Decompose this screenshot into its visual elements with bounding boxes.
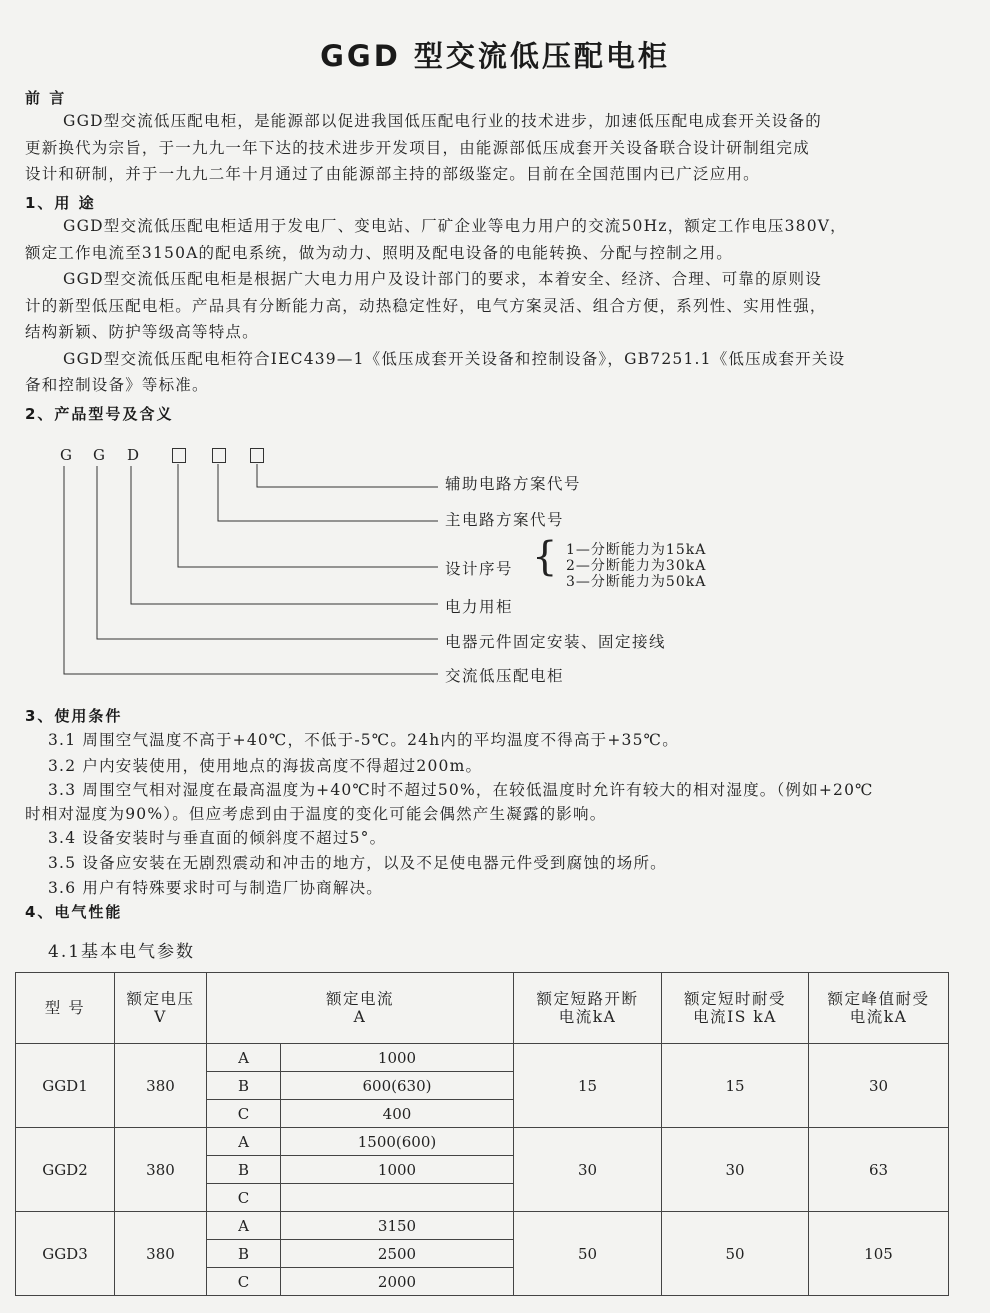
label-ac-cabinet: 交流低压配电柜 bbox=[445, 667, 565, 685]
cell-voltage: 380 bbox=[115, 1212, 207, 1296]
cell-voltage: 380 bbox=[115, 1128, 207, 1212]
table-header-row bbox=[16, 973, 949, 1044]
cell-class: A bbox=[207, 1044, 281, 1072]
model-letter-g1: G bbox=[60, 446, 72, 464]
model-heading: 2、产品型号及含义 bbox=[25, 405, 174, 423]
cell-current: 3150 bbox=[281, 1212, 514, 1240]
text-line: 备和控制设备》等标准。 bbox=[25, 376, 209, 394]
electrical-parameters-table bbox=[15, 972, 949, 1296]
cell-current: 400 bbox=[281, 1100, 514, 1128]
label-aux-circuit: 辅助电路方案代号 bbox=[445, 475, 582, 493]
cell-current: 600(630) bbox=[281, 1072, 514, 1100]
header-peak-current: 额定峰值耐受 电流kA bbox=[809, 973, 949, 1044]
header-model: 型 号 bbox=[16, 973, 115, 1044]
cell-class: A bbox=[207, 1128, 281, 1156]
text-line: GGD型交流低压配电柜符合IEC439—1《低压成套开关设备和控制设备》，GB7251.1《低压成套开关设 bbox=[63, 349, 846, 368]
cell-model: GGD1 bbox=[16, 1044, 115, 1128]
cell-peak-current: 63 bbox=[809, 1128, 949, 1212]
preface-heading: 前 言 bbox=[25, 89, 67, 107]
cell-current bbox=[281, 1184, 514, 1212]
cell-break-current: 50 bbox=[514, 1212, 662, 1296]
cell-class: C bbox=[207, 1268, 281, 1296]
brace-symbol: { bbox=[532, 534, 558, 580]
cell-model: GGD3 bbox=[16, 1212, 115, 1296]
text-line: GGD型交流低压配电柜是根据广大电力用户及设计部门的要求，本着安全、经济、合理、可靠的原则设 bbox=[63, 270, 822, 288]
condition-item-continued: 时相对湿度为90%）。但应考虑到由于温度的变化可能会偶然产生凝露的影响。 bbox=[25, 805, 607, 823]
label-design-seq: 设计序号 bbox=[445, 560, 514, 578]
page-title: GGD 型交流低压配电柜 bbox=[320, 39, 670, 73]
text-line: GGD型交流低压配电柜，是能源部以促进我国低压配电行业的技术进步，加速低压配电成套开关设备的 bbox=[63, 112, 822, 130]
cell-current: 1000 bbox=[281, 1156, 514, 1184]
cell-class: C bbox=[207, 1100, 281, 1128]
cell-class: B bbox=[207, 1240, 281, 1268]
usage-heading: 1、用 途 bbox=[25, 194, 96, 212]
cell-current: 2500 bbox=[281, 1240, 514, 1268]
text-line: 计的新型低压配电柜。产品具有分断能力高，动热稳定性好，电气方案灵活、组合方便，系列性、实用性强， bbox=[25, 296, 827, 315]
condition-item: 3.2 户内安装使用，使用地点的海拔高度不得超过200m。 bbox=[48, 757, 483, 775]
label-fixed-install: 电器元件固定安装、固定接线 bbox=[445, 633, 667, 651]
cell-class: A bbox=[207, 1212, 281, 1240]
table-row bbox=[16, 1212, 949, 1240]
electrical-subheading: 4.1基本电气参数 bbox=[48, 942, 196, 962]
condition-item: 3.3 周围空气相对湿度在最高温度为+40℃时不超过50%，在较低温度时允许有较大的相对湿度。（例如+20℃ bbox=[48, 781, 874, 799]
model-letter-d: D bbox=[127, 446, 140, 464]
text-line: 结构新颖、防护等级高等特点。 bbox=[25, 323, 259, 341]
cell-short-time-current: 50 bbox=[662, 1212, 809, 1296]
condition-item: 3.4 设备安装时与垂直面的倾斜度不超过5°。 bbox=[48, 829, 387, 847]
cell-model: GGD2 bbox=[16, 1128, 115, 1212]
cell-class: B bbox=[207, 1072, 281, 1100]
cell-short-time-current: 15 bbox=[662, 1044, 809, 1128]
header-short-time-current: 额定短时耐受 电流IS kA bbox=[662, 973, 809, 1044]
option-50ka: 3—分断能力为50kA bbox=[566, 574, 707, 590]
condition-item: 3.5 设备应安装在无剧烈震动和冲击的地方，以及不足使电器元件受到腐蚀的场所。 bbox=[48, 854, 667, 872]
text-line: 设计和研制，并于一九九二年十月通过了由能源部主持的部级鉴定。目前在全国范围内已广泛应用。 bbox=[25, 165, 760, 183]
text-line: 额定工作电流至3150A的配电系统，做为动力、照明及配电设备的电能转换、分配与控制之用。 bbox=[25, 243, 733, 262]
cell-class: C bbox=[207, 1184, 281, 1212]
option-30ka: 2—分断能力为30kA bbox=[566, 558, 707, 574]
conditions-heading: 3、使用条件 bbox=[25, 707, 123, 725]
text-line: GGD型交流低压配电柜适用于发电厂、变电站、厂矿企业等电力用户的交流50Hz，额定工作电压380V， bbox=[63, 217, 847, 235]
cell-break-current: 15 bbox=[514, 1044, 662, 1128]
cell-current: 1500(600) bbox=[281, 1128, 514, 1156]
option-15ka: 1—分断能力为15kA bbox=[566, 542, 707, 558]
cell-break-current: 30 bbox=[514, 1128, 662, 1212]
cell-peak-current: 105 bbox=[809, 1212, 949, 1296]
label-power-cabinet: 电力用柜 bbox=[445, 598, 514, 616]
electrical-heading: 4、电气性能 bbox=[25, 903, 123, 921]
cell-current: 2000 bbox=[281, 1268, 514, 1296]
cell-class: B bbox=[207, 1156, 281, 1184]
model-letter-g2: G bbox=[93, 446, 105, 464]
table-row bbox=[16, 1128, 949, 1156]
header-break-current: 额定短路开断 电流kA bbox=[514, 973, 662, 1044]
header-voltage: 额定电压 V bbox=[115, 973, 207, 1044]
table-row bbox=[16, 1044, 949, 1072]
condition-item: 3.6 用户有特殊要求时可与制造厂协商解决。 bbox=[48, 879, 383, 897]
cell-current: 1000 bbox=[281, 1044, 514, 1072]
header-current: 额定电流 A bbox=[207, 973, 514, 1044]
condition-item: 3.1 周围空气温度不高于+40℃，不低于-5℃。24h内的平均温度不得高于+35℃。 bbox=[48, 731, 679, 749]
cell-short-time-current: 30 bbox=[662, 1128, 809, 1212]
cell-peak-current: 30 bbox=[809, 1044, 949, 1128]
text-line: 更新换代为宗旨，于一九九一年下达的技术进步开发项目，由能源部低压成套开关设备联合设计研制组完成 bbox=[25, 138, 810, 157]
cell-voltage: 380 bbox=[115, 1044, 207, 1128]
label-main-circuit: 主电路方案代号 bbox=[445, 511, 565, 529]
